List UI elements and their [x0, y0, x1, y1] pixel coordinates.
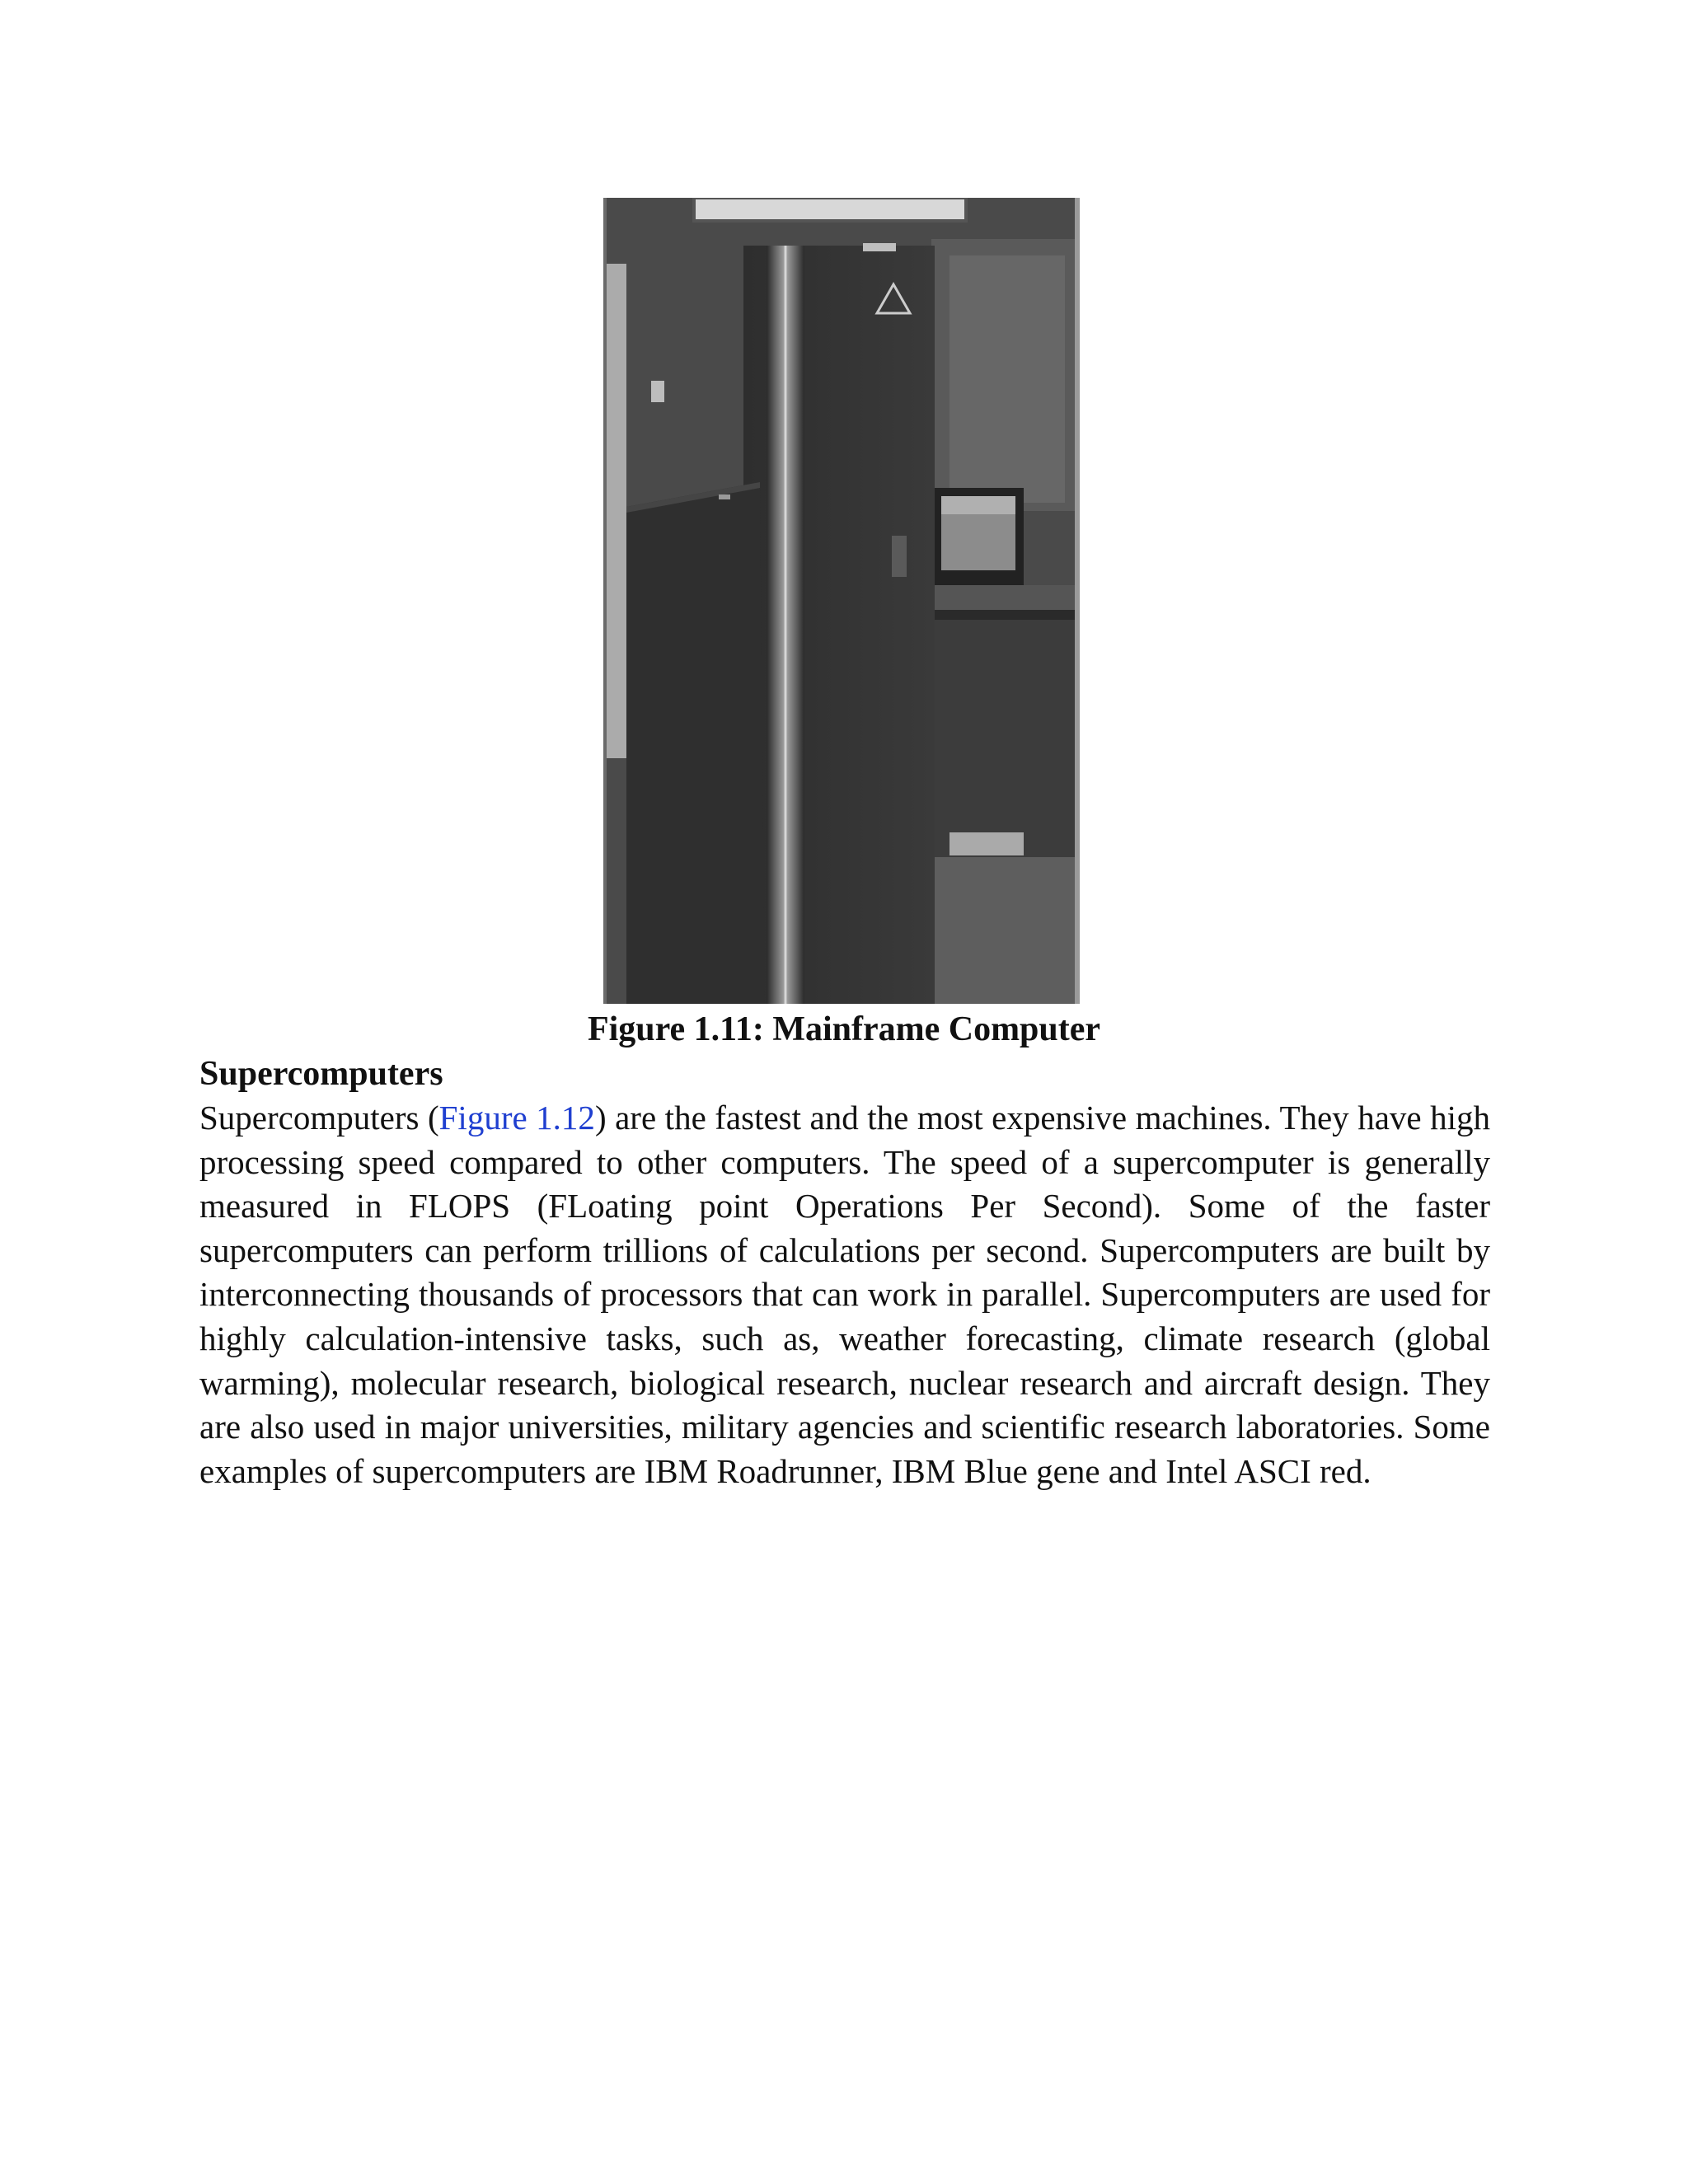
figure-caption: Figure 1.11: Mainframe Computer: [587, 1010, 1101, 1048]
section-paragraph: [199, 1096, 1490, 1493]
figure-reference-link[interactable]: Figure 1.12: [438, 1099, 595, 1137]
paragraph-rest: ) are the fastest and the most expensive machines. They have high processing speed compared to other computers. The speed of a supercomputer is generally measured in FLOPS (FLoating point Operations Per Second). Some of the faster supercomputers can perform trillions of calculations per second. Supercomputers are built by interconnecting thousands of processors that can work in parallel. Supercomputers are used for highly calculation-intensive tasks, such as, weather forecasting, climate research (global warming), molecular research, biological research, nuclear research and aircraft design. They are also used in major universities, military agencies and scientific research laboratories. Some examples of supercomputers are IBM Roadrunner, IBM Blue gene and Intel ASCI red.: [199, 1099, 1491, 1490]
section-heading: Supercomputers: [199, 1055, 443, 1093]
paragraph-lead: Supercomputers (: [199, 1099, 439, 1137]
mainframe-photo: [603, 198, 1080, 1004]
